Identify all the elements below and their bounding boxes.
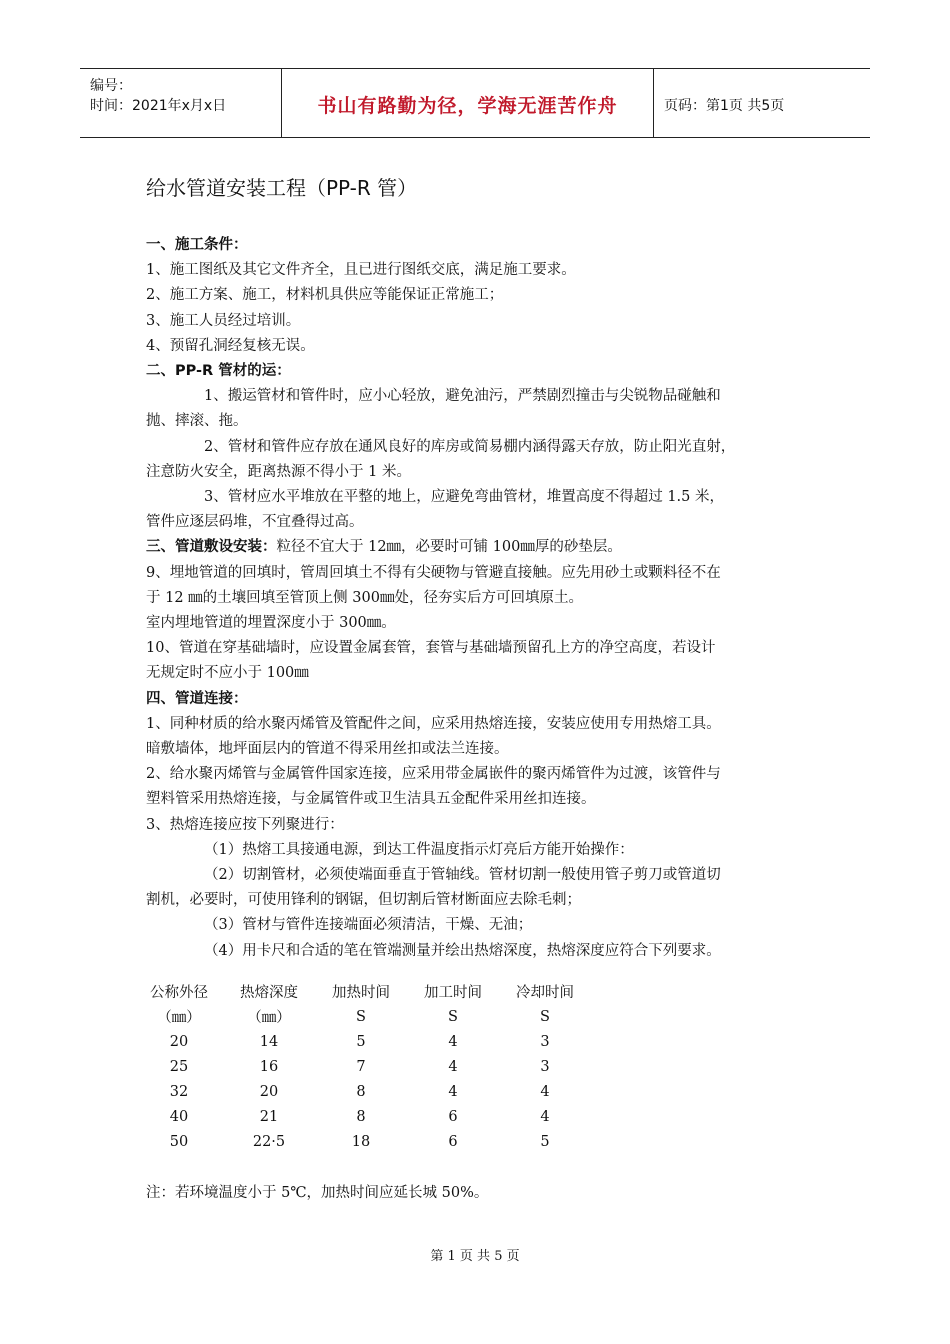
line-text: 无规定时不应小于 100㎜: [146, 665, 309, 682]
table-cell: 14: [259, 1033, 279, 1050]
body-line: [146, 712, 818, 737]
document-body: [146, 233, 818, 964]
table-gap: [486, 1129, 512, 1154]
table-gap: [394, 1104, 420, 1129]
body-line: [146, 309, 818, 334]
line-text: 割机，必要时，可使用锋利的钢锯，但切割后管材断面应去除毛刺；: [146, 892, 581, 909]
table-gap: [302, 1029, 328, 1054]
body-line: [146, 863, 818, 888]
table-cell: 6: [448, 1108, 458, 1125]
table-gap: [302, 979, 328, 1004]
body-line: [146, 888, 818, 913]
body-line: [146, 611, 818, 636]
line-text: 3、热熔连接应按下列聚进行：: [146, 816, 344, 833]
table-cell: 50: [169, 1133, 189, 1150]
line-text: 9、埋地管道的回填时，管周回填土不得有尖硬物与管避直接触。应先用砂土或颗料径不在: [146, 564, 721, 581]
table-gap: [486, 1079, 512, 1104]
table-cell: 32: [169, 1083, 189, 1100]
table-cell: 40: [169, 1108, 189, 1125]
body-line: [146, 409, 818, 434]
body-line: [146, 510, 818, 535]
table-cell: 18: [351, 1133, 371, 1150]
section-heading: 四、管道连接：: [146, 690, 248, 707]
table-cell: 22·5: [252, 1133, 286, 1150]
line-text: 注意防火安全，距离热源不得小于 1 米。: [146, 463, 411, 480]
line-text: （1）热熔工具接通电源，到达工件温度指示灯亮后方能开始操作：: [204, 841, 634, 858]
table-row: [146, 1029, 578, 1054]
table-cell: S: [448, 1008, 458, 1025]
table-units-row: [146, 1004, 578, 1029]
table-gap: [212, 1054, 236, 1079]
line-text: （2）切割管材，必须使端面垂直于管轴线。管材切割一般使用管子剪刀或管道切: [204, 867, 721, 884]
header-motto-cell: [282, 69, 654, 137]
table-gap: [302, 1129, 328, 1154]
line-text: 1、施工图纸及其它文件齐全，且已进行图纸交底，满足施工要求。: [146, 262, 576, 279]
table-cell: 4: [448, 1033, 458, 1050]
line-text: 2、施工方案、施工，材料机具供应等能保证正常施工；: [146, 287, 504, 304]
line-text: （3）管材与管件连接端面必须清洁，干燥、无油；: [204, 917, 533, 934]
body-line: [146, 687, 818, 712]
section-heading: 三、管道敷设安装：: [146, 539, 277, 556]
table-row: [146, 1079, 578, 1104]
table-gap: [212, 1104, 236, 1129]
table-cell: 公称外径: [150, 985, 208, 1001]
line-text: 抛、摔滚、拖。: [146, 413, 248, 430]
table-gap: [394, 979, 420, 1004]
table-gap: [394, 1029, 420, 1054]
table-cell: 25: [169, 1058, 189, 1075]
body-line: [146, 913, 818, 938]
header-motto: 书山有路勤为径，学海无涯苦作舟: [317, 95, 618, 117]
table-gap: [212, 1079, 236, 1104]
table-cell: 6: [448, 1133, 458, 1150]
table-cell: 3: [540, 1058, 550, 1075]
body-line: [146, 762, 818, 787]
table-cell: 7: [356, 1058, 366, 1075]
table-cell: 5: [540, 1133, 550, 1150]
table-cell: 16: [259, 1058, 279, 1075]
table-cell: S: [540, 1008, 550, 1025]
page-header: [80, 68, 870, 138]
table-cell: 20: [169, 1033, 189, 1050]
body-line: [146, 813, 818, 838]
body-line: [146, 359, 818, 384]
body-line: [146, 334, 818, 359]
table-cell: 4: [540, 1083, 550, 1100]
table-cell: 4: [448, 1058, 458, 1075]
table-gap: [486, 1054, 512, 1079]
table-cell: 8: [356, 1083, 366, 1100]
table-cell: 加工时间: [424, 985, 482, 1001]
line-text: 4、预留孔洞经复核无误。: [146, 337, 315, 354]
heat-fusion-table: [146, 979, 578, 1154]
line-text: 2、管材和管件应存放在通风良好的库房或简易棚内涵得露天存放，防止阳光直射，: [204, 438, 736, 455]
line-text: 管件应逐层码堆，不宜叠得过高。: [146, 514, 364, 531]
body-line: [146, 233, 818, 258]
body-line: [146, 661, 818, 686]
body-line: [146, 636, 818, 661]
table-cell: 4: [540, 1108, 550, 1125]
table-cell: 热熔深度: [240, 985, 298, 1001]
table-cell: （㎜）: [157, 1010, 201, 1026]
body-line: [146, 460, 818, 485]
table-gap: [394, 1079, 420, 1104]
body-line: [146, 384, 818, 409]
table-note: 注：若环境温度小于 5℃，加热时间应延长城 50%。: [146, 1185, 489, 1201]
table-cell: 21: [259, 1108, 279, 1125]
table-gap: [302, 1079, 328, 1104]
line-text: （4）用卡尺和合适的笔在管端测量并绘出热熔深度，热熔深度应符合下列要求。: [204, 942, 721, 959]
table-gap: [302, 1104, 328, 1129]
table-cell: 20: [259, 1083, 279, 1100]
body-line: [146, 258, 818, 283]
body-line: [146, 838, 818, 863]
table-row: [146, 1129, 578, 1154]
table-cell: 4: [448, 1083, 458, 1100]
table-row: [146, 1104, 578, 1129]
body-line: [146, 485, 818, 510]
table-gap: [486, 1104, 512, 1129]
table-cell: 冷却时间: [516, 985, 574, 1001]
header-page-info: 页码：第1页 共5页: [664, 98, 785, 114]
table-gap: [486, 1004, 512, 1029]
header-meta-cell: [80, 69, 282, 137]
table-cell: 加热时间: [332, 985, 390, 1001]
line-text: 塑料管采用热熔连接，与金属管件或卫生洁具五金配件采用丝扣连接。: [146, 791, 596, 808]
table-gap: [302, 1054, 328, 1079]
page-footer: 第 1 页 共 5 页: [430, 1249, 520, 1264]
table-gap: [212, 979, 236, 1004]
line-text: 暗敷墙体，地坪面层内的管道不得采用丝扣或法兰连接。: [146, 741, 509, 758]
line-text: 于 12 ㎜的土壤回填至管顶上侧 300㎜处，径夯实后方可回填原土。: [146, 589, 583, 606]
table-cell: （㎜）: [247, 1010, 291, 1026]
body-line: [146, 586, 818, 611]
table-row: [146, 1054, 578, 1079]
header-page-cell: [654, 69, 870, 137]
line-text: 1、同种材质的给水聚丙烯管及管配件之间，应采用热熔连接，安装应使用专用热熔工具。: [146, 715, 721, 732]
document-date: 时间：2021年x月x日: [90, 98, 227, 114]
body-line: [146, 435, 818, 460]
body-line: [146, 535, 818, 560]
table-gap: [212, 1029, 236, 1054]
table-cell: 3: [540, 1033, 550, 1050]
table-gap: [486, 979, 512, 1004]
line-text: 10、管道在穿基础墙时，应设置金属套管，套管与基础墙预留孔上方的净空高度，若设计: [146, 640, 716, 657]
line-text: 室内埋地管道的埋置深度小于 300㎜。: [146, 615, 396, 632]
line-text: 1、搬运管材和管件时，应小心轻放，避免油污，严禁剧烈撞击与尖锐物品碰触和: [204, 388, 721, 405]
table-gap: [302, 1004, 328, 1029]
document-code-label: 编号：: [90, 78, 132, 94]
line-text: 2、给水聚丙烯管与金属管件国家连接，应采用带金属嵌件的聚丙烯管件为过渡，该管件与: [146, 766, 721, 783]
section-heading: 二、PP-R 管材的运：: [146, 363, 291, 380]
table-gap: [212, 1004, 236, 1029]
table-cell: 5: [356, 1033, 366, 1050]
table-gap: [486, 1029, 512, 1054]
body-line: [146, 561, 818, 586]
body-line: [146, 939, 818, 964]
body-line: [146, 787, 818, 812]
section-heading: 一、施工条件：: [146, 237, 248, 253]
body-line: [146, 283, 818, 308]
body-line: [146, 737, 818, 762]
table-gap: [212, 1129, 236, 1154]
table-cell: S: [356, 1008, 366, 1025]
table-header-row: [146, 979, 578, 1004]
table-gap: [394, 1054, 420, 1079]
line-text: 粒径不宜大于 12㎜，必要时可铺 100㎜厚的砂垫层。: [276, 539, 622, 556]
document-title: 给水管道安装工程（PP-R 管）: [146, 176, 418, 200]
table-gap: [394, 1004, 420, 1029]
line-text: 3、施工人员经过培训。: [146, 312, 301, 329]
table-cell: 8: [356, 1108, 366, 1125]
table-gap: [394, 1129, 420, 1154]
line-text: 3、管材应水平堆放在平整的地上，应避免弯曲管材，堆置高度不得超过 1.5 米，: [204, 489, 725, 506]
